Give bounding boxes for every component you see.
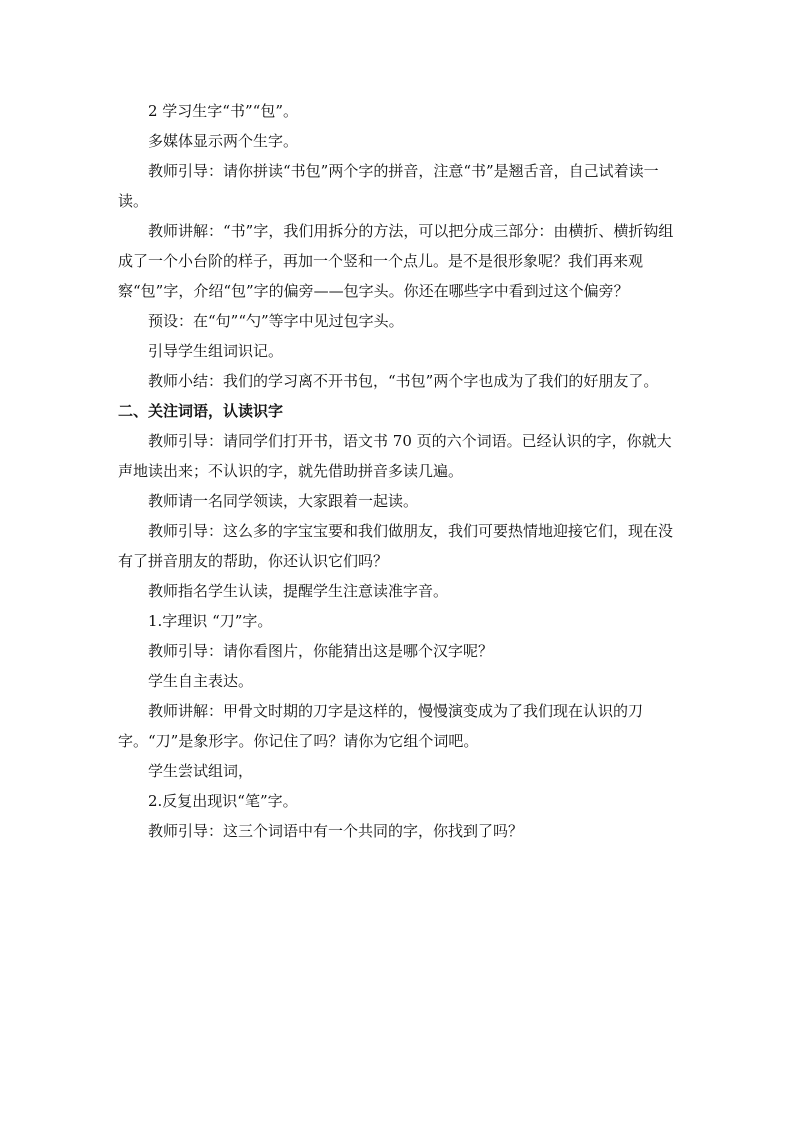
- paragraph: 教师引导：请同学们打开书，语文书 70 页的六个词语。已经认识的字，你就大声地读出来；不认识的字，就先借助拼音多读几遍。: [118, 432, 672, 480]
- paragraph: 教师引导：请你看图片，你能猜出这是哪个汉字呢？: [148, 642, 494, 660]
- paragraph: 教师引导：这么多的字宝宝要和我们做朋友，我们可要热情地迎接它们，现在没有了拼音朋友的帮助，你还认识它们吗？: [118, 522, 674, 570]
- paragraph: 1.字理识 “刀”字。: [148, 612, 273, 630]
- paragraph: 学生尝试组词，: [148, 762, 254, 780]
- paragraph: 教师小结：我们的学习离不开书包，“书包”两个字也成为了我们的好朋友了。: [148, 372, 659, 390]
- paragraph: 教师讲解：甲骨文时期的刀字是这样的，慢慢演变成为了我们现在认识的刀字。“刀”是象形字。你记住了吗？请你为它组个词吧。: [118, 702, 644, 750]
- document-body: [118, 96, 678, 846]
- paragraph: 2.反复出现识“笔”字。: [148, 792, 298, 810]
- paragraph: 教师引导：请你拼读“书包”两个字的拼音，注意“书”是翘舌音，自己试着读一读。: [118, 162, 659, 210]
- paragraph: 引导学生组词识记。: [148, 342, 284, 360]
- paragraph: 教师请一名同学领读，大家跟着一起读。: [148, 492, 419, 510]
- paragraph: 预设：在“句”“勺”等字中见过包字头。: [148, 312, 404, 330]
- paragraph: 教师讲解：“书”字，我们用拆分的方法，可以把分成三部分：由横折、横折钩组成了一个小台阶的样子，再加一个竖和一个点儿。是不是很形象呢？我们再来观察“包”字，介绍“包”字的偏旁——包字头。你还在哪些字中看到过这个偏旁？: [118, 222, 674, 300]
- paragraph: 学生自主表达。: [148, 672, 254, 690]
- paragraph: 2 学习生字“书”“包”。: [148, 102, 298, 120]
- paragraph: 教师指名学生认读，提醒学生注意读准字音。: [148, 582, 449, 600]
- section-heading: 二、关注词语，认读识字: [118, 402, 284, 420]
- paragraph: 教师引导：这三个词语中有一个共同的字，你找到了吗？: [148, 822, 524, 840]
- paragraph: 多媒体显示两个生字。: [148, 132, 299, 150]
